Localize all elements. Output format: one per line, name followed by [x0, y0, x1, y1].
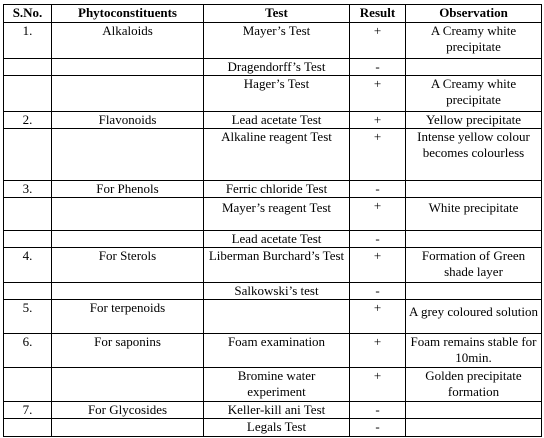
cell-phyto: For terpenoids	[52, 300, 204, 334]
cell-test: Alkaline reagent Test	[204, 129, 350, 181]
cell-obs: A Creamy white precipitate	[406, 76, 542, 112]
cell-result: +	[350, 112, 406, 129]
cell-test: Legals Test	[204, 419, 350, 437]
cell-sno: 5.	[4, 300, 52, 334]
cell-test: Lead acetate Test	[204, 231, 350, 248]
cell-phyto	[52, 283, 204, 300]
cell-test: Dragendorff’s Test	[204, 59, 350, 76]
cell-obs	[406, 283, 542, 300]
cell-result: -	[350, 283, 406, 300]
table-row	[4, 402, 542, 419]
cell-phyto	[52, 59, 204, 76]
cell-result: +	[350, 129, 406, 181]
cell-phyto	[52, 368, 204, 402]
cell-obs	[406, 59, 542, 76]
table-row	[4, 23, 542, 59]
cell-result: +	[350, 248, 406, 283]
cell-obs: A Creamy white precipitate	[406, 23, 542, 59]
cell-test: Mayer’s Test	[204, 23, 350, 59]
cell-result: +	[350, 23, 406, 59]
table-body	[4, 23, 542, 437]
cell-test: Lead acetate Test	[204, 112, 350, 129]
cell-obs: Golden precipitate formation	[406, 368, 542, 402]
cell-phyto	[52, 231, 204, 248]
header-sno: S.No.	[4, 5, 52, 23]
cell-sno: 2.	[4, 112, 52, 129]
table-row	[4, 129, 542, 181]
cell-sno: 1.	[4, 23, 52, 59]
cell-phyto: For Sterols	[52, 248, 204, 283]
table-row	[4, 181, 542, 198]
header-result: Result	[350, 5, 406, 23]
cell-obs: Yellow precipitate	[406, 112, 542, 129]
cell-phyto	[52, 198, 204, 231]
cell-test: Keller-kill ani Test	[204, 402, 350, 419]
cell-sno	[4, 198, 52, 231]
cell-sno	[4, 368, 52, 402]
cell-sno: 7.	[4, 402, 52, 419]
cell-sno	[4, 76, 52, 112]
cell-result: -	[350, 231, 406, 248]
table-row	[4, 59, 542, 76]
table-row	[4, 283, 542, 300]
cell-obs	[406, 402, 542, 419]
cell-phyto: For Glycosides	[52, 402, 204, 419]
header-test: Test	[204, 5, 350, 23]
cell-obs: Foam remains stable for 10min.	[406, 334, 542, 368]
table-row	[4, 76, 542, 112]
cell-phyto	[52, 419, 204, 437]
cell-obs	[406, 419, 542, 437]
cell-result: +	[350, 300, 406, 334]
table-row	[4, 112, 542, 129]
table-row	[4, 231, 542, 248]
header-observation: Observation	[406, 5, 542, 23]
cell-test: Foam examination	[204, 334, 350, 368]
cell-obs: Formation of Green shade layer	[406, 248, 542, 283]
table-row	[4, 368, 542, 402]
cell-test: Mayer’s reagent Test	[204, 198, 350, 231]
cell-phyto	[52, 76, 204, 112]
cell-test: Bromine water experiment	[204, 368, 350, 402]
cell-sno	[4, 419, 52, 437]
table-row	[4, 334, 542, 368]
cell-phyto: For Phenols	[52, 181, 204, 198]
cell-phyto: Flavonoids	[52, 112, 204, 129]
table-row	[4, 300, 542, 334]
cell-test: Liberman Burchard’s Test	[204, 248, 350, 283]
table-row	[4, 419, 542, 437]
cell-result: +	[350, 334, 406, 368]
cell-test: Salkowski’s test	[204, 283, 350, 300]
cell-test: Hager’s Test	[204, 76, 350, 112]
cell-sno	[4, 59, 52, 76]
cell-result: +	[350, 368, 406, 402]
cell-result: +	[350, 76, 406, 112]
cell-phyto	[52, 129, 204, 181]
cell-test	[204, 300, 350, 334]
phytochemical-table	[3, 4, 542, 437]
cell-sno: 4.	[4, 248, 52, 283]
cell-result: -	[350, 181, 406, 198]
cell-phyto: For saponins	[52, 334, 204, 368]
cell-obs: Intense yellow colour becomes colourless	[406, 129, 542, 181]
cell-sno: 3.	[4, 181, 52, 198]
cell-test: Ferric chloride Test	[204, 181, 350, 198]
cell-sno	[4, 283, 52, 300]
cell-obs	[406, 181, 542, 198]
header-phytoconstituents: Phytoconstituents	[52, 5, 204, 23]
cell-result: -	[350, 59, 406, 76]
table-header-row	[4, 5, 542, 23]
cell-obs: A grey coloured solution	[406, 300, 542, 334]
cell-result: -	[350, 419, 406, 437]
cell-sno	[4, 129, 52, 181]
cell-phyto: Alkaloids	[52, 23, 204, 59]
cell-sno: 6.	[4, 334, 52, 368]
cell-sno	[4, 231, 52, 248]
cell-obs	[406, 231, 542, 248]
table-row	[4, 248, 542, 283]
cell-result: +	[350, 198, 406, 231]
cell-result: -	[350, 402, 406, 419]
cell-obs: White precipitate	[406, 198, 542, 231]
table-row	[4, 198, 542, 231]
